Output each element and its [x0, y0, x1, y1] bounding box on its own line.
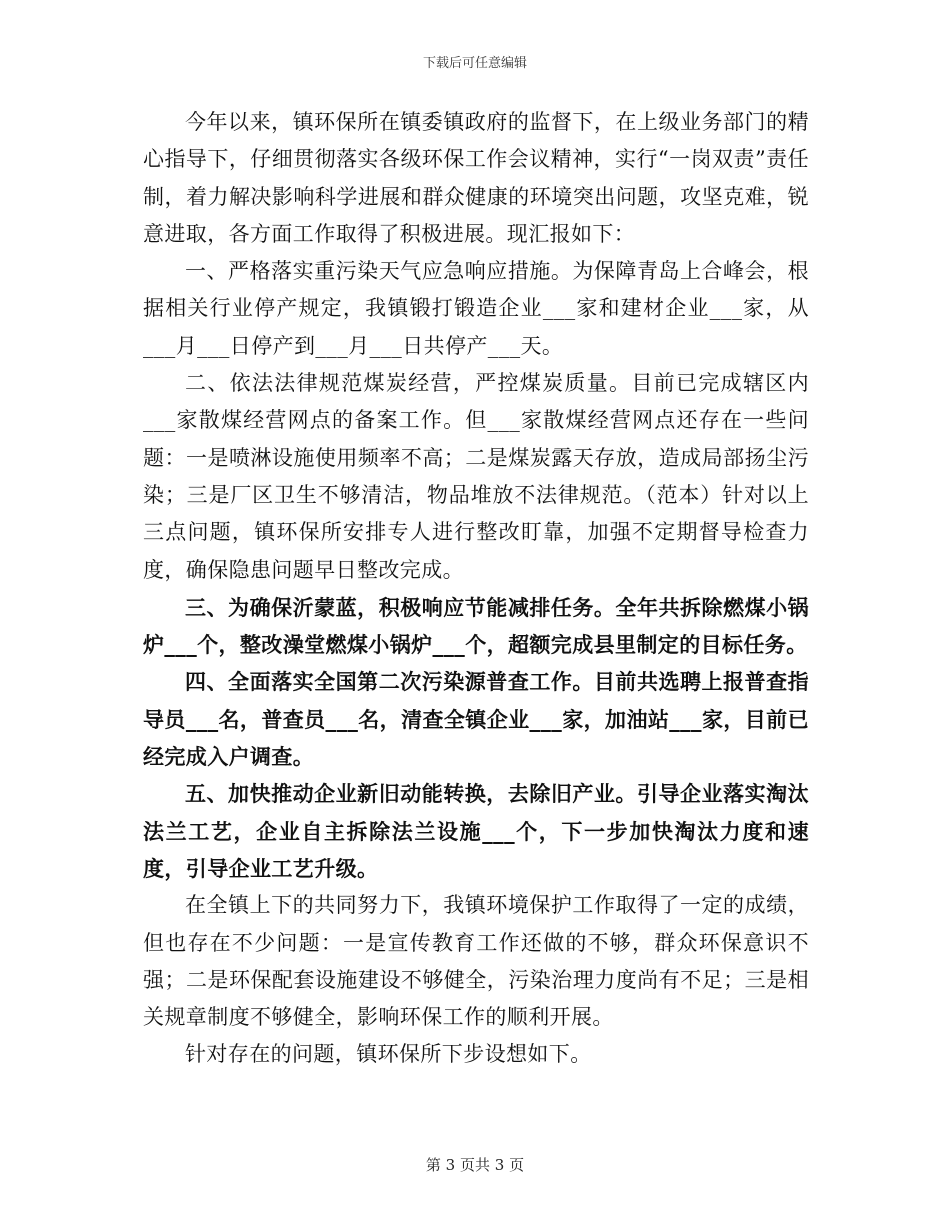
paragraph-problems: 在全镇上下的共同努力下，我镇环境保护工作取得了一定的成绩，但也存在不少问题：一是宣传教育工作还做的不够，群众环保意识不强；二是环保配套设施建设不够健全，污染治理力度尚有不足；三是相关规章制度不够健全，影响环保工作的顺利开展。 [143, 893, 809, 1030]
paragraph-section-1: 一、严格落实重污染天气应急响应措施。为保障青岛上合峰会，根据相关行业停产规定，我镇锻打锻造企业___家和建材企业___家，从___月___日停产到___月___日共停产___天。 [143, 259, 809, 358]
paragraph-section-2: 二、依法法律规范煤炭经营，严控煤炭质量。目前已完成辖区内___家散煤经营网点的备案工作。但___家散煤经营网点还存在一些问题：一是喷淋设施使用频率不高；二是煤炭露天存放，造成局部扬尘污染；三是厂区卫生不够清洁，物品堆放不法律规范。（范本）针对以上三点问题，镇环保所安排专人进行整改盯靠，加强不定期督导检查力度，确保隐患问题早日整改完成。 [143, 371, 809, 582]
paragraph-intro: 今年以来，镇环保所在镇委镇政府的监督下，在上级业务部门的精心指导下，仔细贯彻落实各级环保工作会议精神，实行“一岗双责”责任制，着力解决影响科学进展和群众健康的环境突出问题，攻坚克难，锐意进取，各方面工作取得了积极进展。现汇报如下： [143, 110, 809, 246]
page-header: 下载后可任意编辑 [422, 56, 527, 71]
paragraph-section-4: 四、全面落实全国第二次污染源普查工作。目前共选聘上报普查指导员___名，普查员___名，清查全镇企业___家，加油站___家，目前已经完成入户调查。 [143, 669, 809, 770]
paragraph-section-3: 三、为确保沂蒙蓝，积极响应节能减排任务。全年共拆除燃煤小锅炉___个，整改澡堂燃煤小锅炉___个，超额完成县里制定的目标任务。 [143, 594, 809, 658]
page-footer: 第 3 页共 3 页 [425, 1156, 525, 1174]
paragraph-next-steps: 针对存在的问题，镇环保所下步设想如下。 [185, 1042, 592, 1067]
document-body [143, 104, 809, 1074]
paragraph-section-5: 五、加快推动企业新旧动能转换，去除旧产业。引导企业落实淘汰法兰工艺，企业自主拆除法兰设施___个，下一步加快淘汰力度和速度，引导企业工艺升级。 [143, 781, 809, 881]
